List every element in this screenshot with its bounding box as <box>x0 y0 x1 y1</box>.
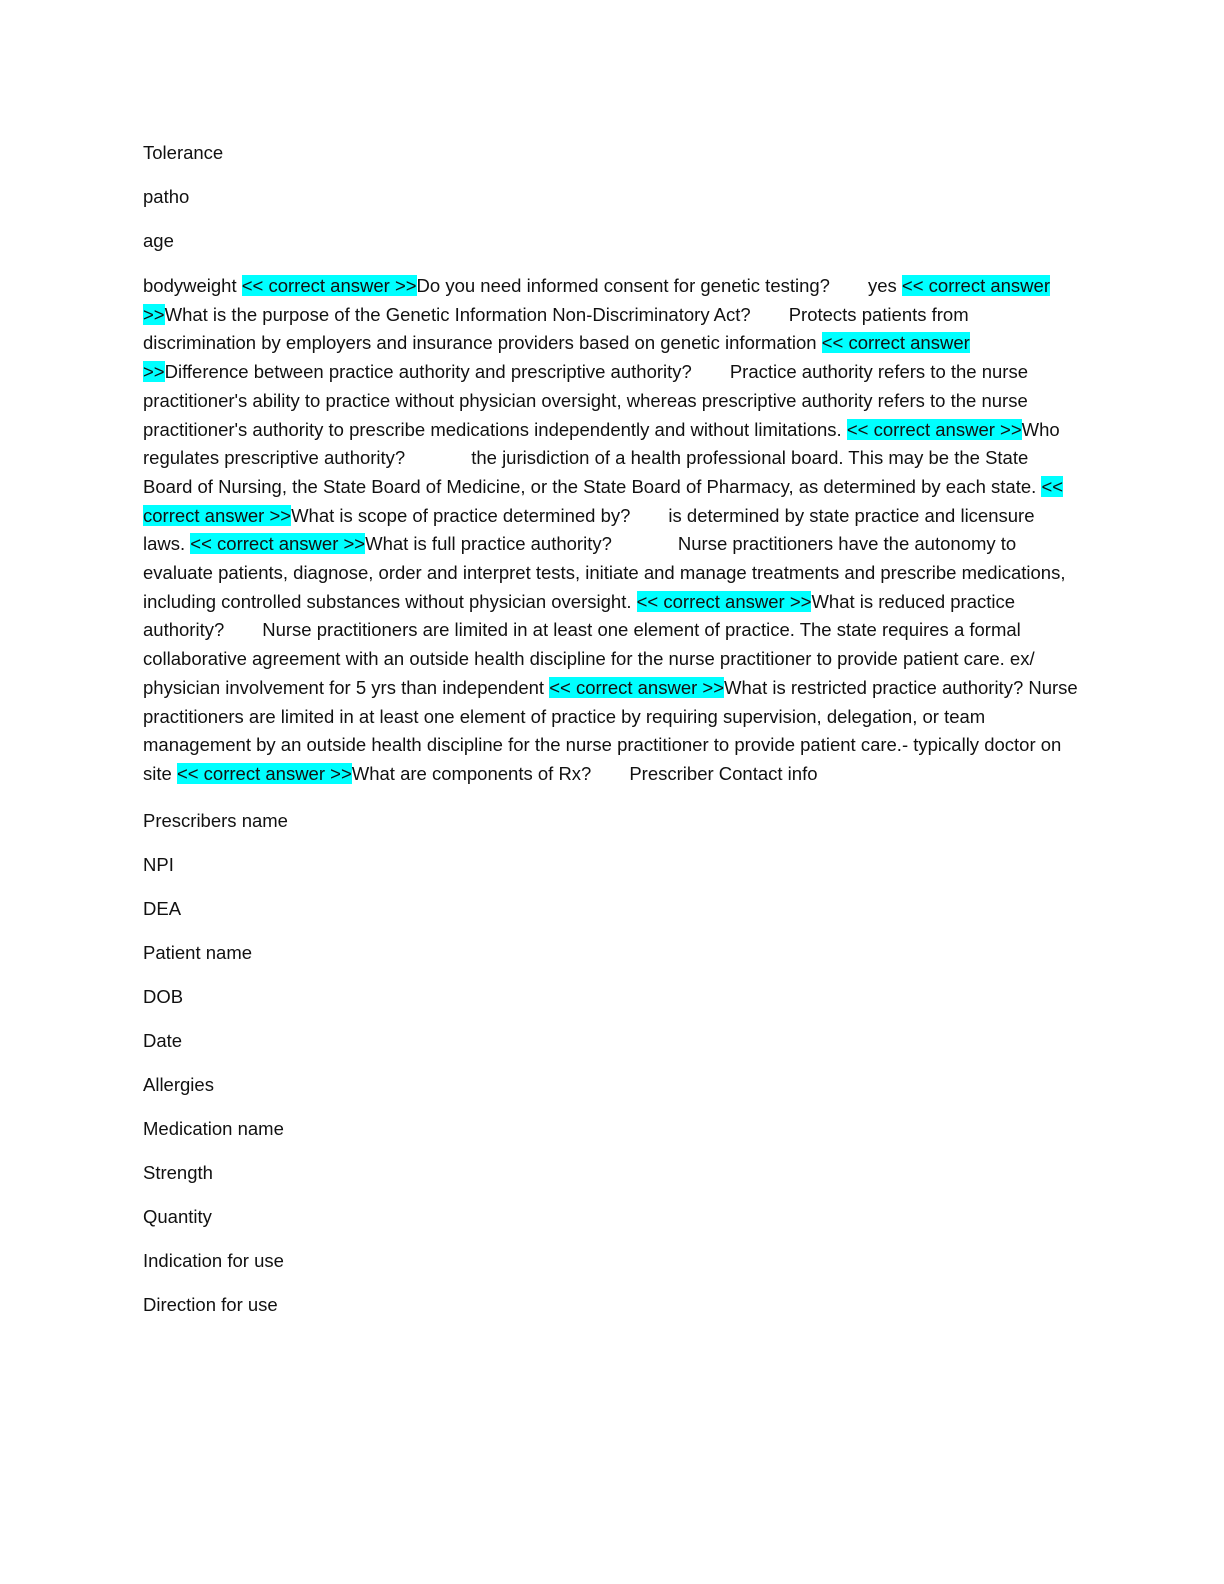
answer-text: bodyweight <box>143 275 237 296</box>
question-text: What is restricted practice authority? <box>724 676 1024 698</box>
question-text: What is full practice authority? <box>365 533 612 555</box>
rx-component-item: Indication for use <box>143 1249 284 1271</box>
rx-component-item: DEA <box>143 897 182 919</box>
answer-text: is determined by state practice and licensure laws. <box>143 504 1035 555</box>
rx-component-item: Date <box>143 1029 183 1051</box>
rx-component-item: Medication name <box>143 1117 284 1139</box>
list-item: Tolerance <box>143 142 224 163</box>
rx-component-item: Prescribers name <box>143 809 288 831</box>
question-text: What is reduced practice authority? <box>143 590 1016 641</box>
answer-text: Nurse practitioners are limited in at least one element of practice. The state requires a formal collaborative agreement with an outside health discipline for the nurse practitioner to provide patient care. ex/ physician involvement for 5 yrs than independent <box>143 619 1035 698</box>
answer-text: Prescriber Contact info <box>629 762 818 784</box>
question-text: Difference between practice authority and prescriptive authority? <box>164 361 692 383</box>
correct-answer-marker: << correct answer >> <box>190 533 366 555</box>
qa-paragraph <box>143 272 1078 789</box>
answer-text: yes <box>867 275 897 296</box>
correct-answer-marker: << correct answer >> <box>143 332 970 383</box>
rx-component-item: Quantity <box>143 1205 212 1227</box>
correct-answer-marker: << correct answer >> <box>846 418 1022 440</box>
correct-answer-marker: << correct answer >> <box>241 275 417 296</box>
answer-text: Practice authority refers to the nurse practitioner's ability to practice without physician oversight, whereas prescriptive authority refers to the nurse practitioner's authority to prescribe medications independently and without limitations. <box>143 361 1029 440</box>
question-text: Who regulates prescriptive authority? <box>143 418 1060 469</box>
rx-component-item: Strength <box>143 1161 213 1183</box>
rx-component-item: DOB <box>143 985 184 1007</box>
correct-answer-marker: << correct answer >> <box>636 590 812 612</box>
correct-answer-marker: << correct answer >> <box>143 475 1064 526</box>
question-text: What are components of Rx? <box>351 762 592 784</box>
answer-text: Nurse practitioners have the autonomy to evaluate patients, diagnose, order and interpret tests, initiate and manage treatments and prescribe medications, including controlled substances without physician oversight. <box>143 533 1066 612</box>
correct-answer-marker: << correct answer >> <box>549 676 725 698</box>
rx-component-item: Allergies <box>143 1073 214 1095</box>
list-item: age <box>143 230 174 251</box>
answer-text: Nurse practitioners are limited in at least one element of practice by requiring supervision, delegation, or team management by an outside health discipline for the nurse practitioner to provide patient care.- typically doctor on site <box>143 676 1078 784</box>
rx-component-item: NPI <box>143 853 174 875</box>
rx-component-item: Patient name <box>143 941 253 963</box>
answer-text: the jurisdiction of a health professional board. This may be the State Board of Nursing, the State Board of Medicine, or the State Board of Pharmacy, as determined by each state. <box>143 447 1037 497</box>
correct-answer-marker: << correct answer >> <box>143 275 1050 325</box>
answer-text: Protects patients from discrimination by employers and insurance providers based on genetic information <box>143 303 969 354</box>
rx-component-item: Direction for use <box>143 1293 278 1315</box>
question-text: What is scope of practice determined by? <box>291 504 631 526</box>
correct-answer-marker: << correct answer >> <box>176 762 352 784</box>
document-page <box>143 140 1078 1336</box>
question-text: What is the purpose of the Genetic Information Non-Discriminatory Act? <box>164 303 751 325</box>
question-text: Do you need informed consent for genetic testing? <box>416 275 830 296</box>
list-item: patho <box>143 186 190 207</box>
